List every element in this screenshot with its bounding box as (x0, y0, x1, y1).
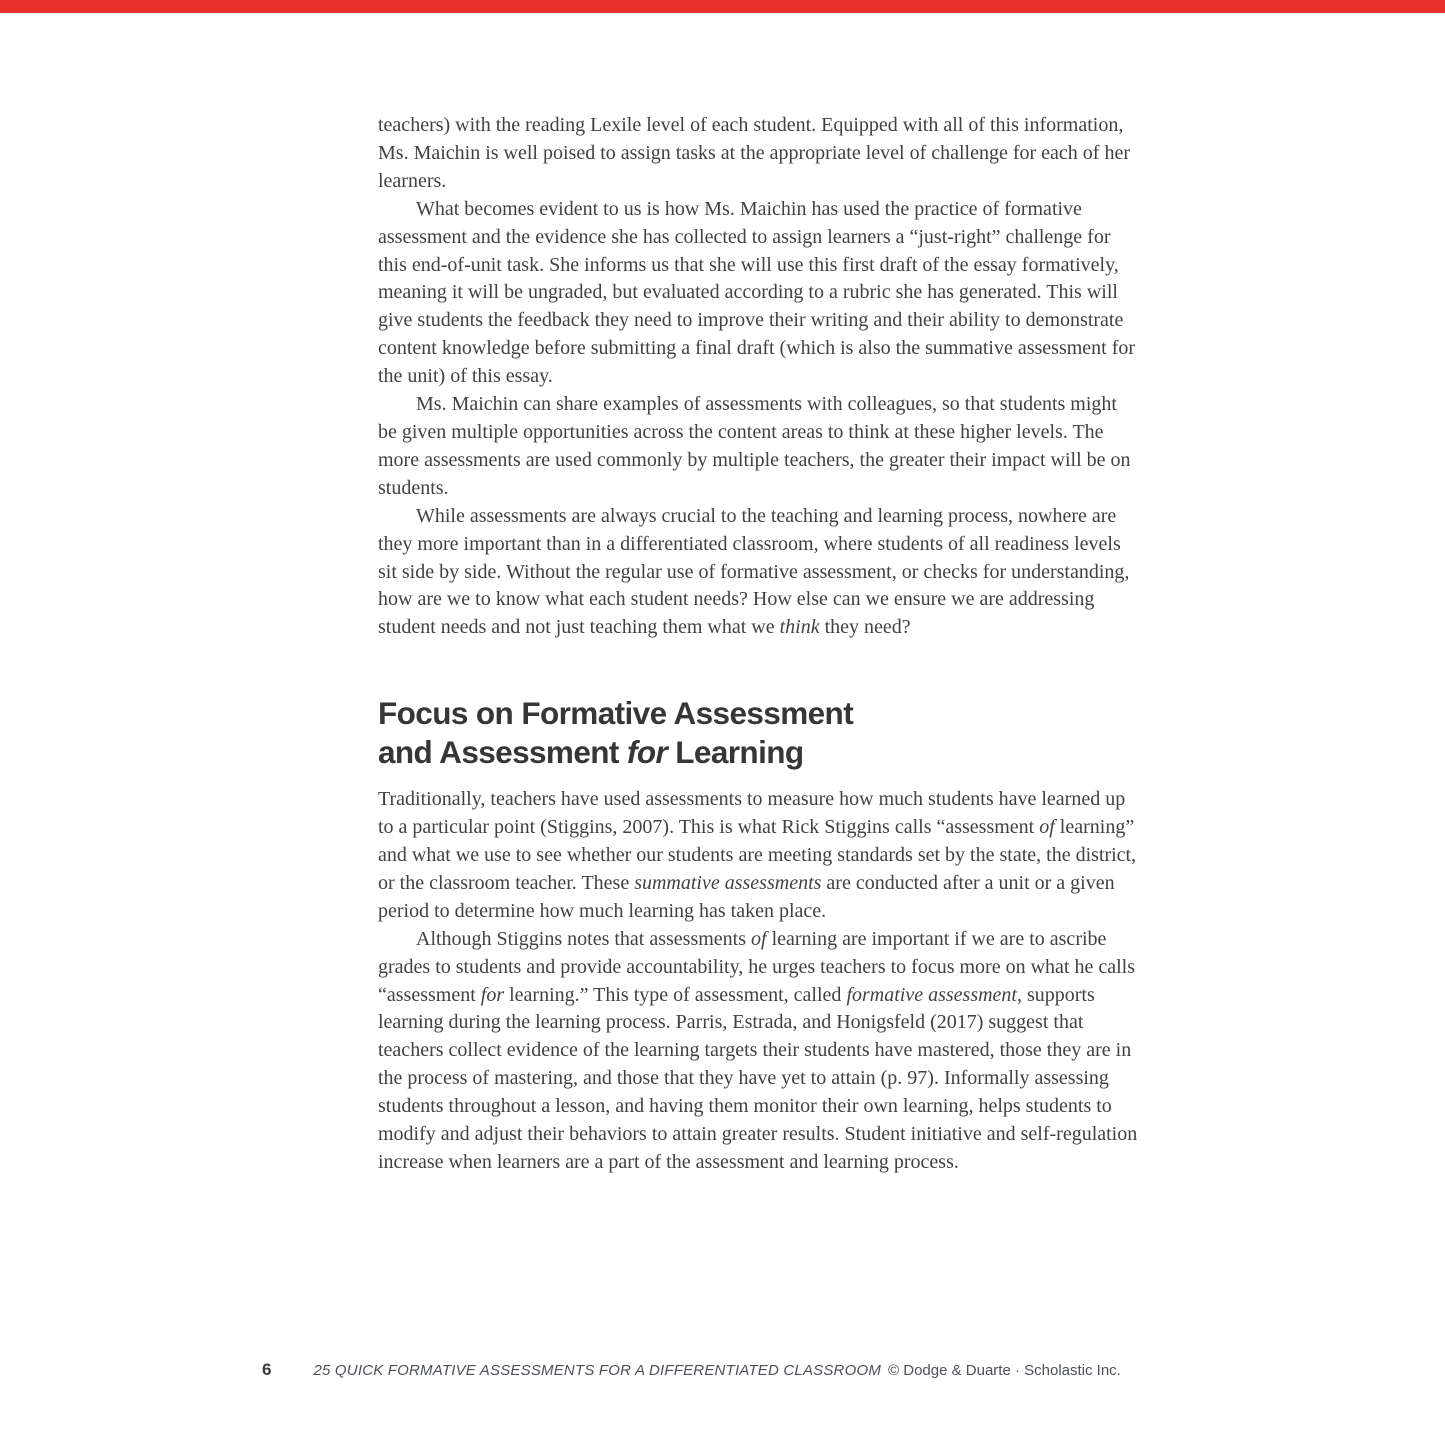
text-column (378, 112, 1140, 1177)
body-paragraph (378, 503, 1140, 643)
text-run: learning.” This type of assessment, called (504, 983, 847, 1006)
body-paragraph (378, 926, 1140, 1177)
italic-text-run: of (751, 927, 767, 950)
body-paragraphs-top (378, 112, 1140, 642)
italic-text-run: for (626, 734, 668, 771)
text-run: What becomes evident to us is how Ms. Maichin has used the practice of formative assessment and the evidence she has collected to assign learners a “just-right” challenge for this end-of-unit task. She informs us that she will use this first draft of the essay formatively, meaning it will be ungraded, but evaluated according to a rubric she has generated. This will give students the feedback they need to improve their writing and their ability to demonstrate content knowledge before submitting a final draft (which is also the summative assessment for the unit) of this essay. (378, 197, 1136, 388)
section-heading (378, 694, 1140, 772)
text-run: Traditionally, teachers have used assessments to measure how much students have learned up to a particular point (Stiggins, 2007). This is what Rick Stiggins calls “assessment (378, 788, 1126, 839)
body-paragraph (378, 786, 1140, 926)
text-run: Although Stiggins notes that assessments (416, 927, 751, 950)
page-footer (262, 1360, 1121, 1380)
italic-text-run: of (1039, 816, 1055, 839)
page-number: 6 (262, 1360, 272, 1379)
text-run: While assessments are always crucial to the teaching and learning process, nowhere are they more important than in a differentiated classroom, where students of all readiness levels sit side by side. Without the regular use of formative assessment, or checks for understanding, how are we to know what each student needs? How else can we ensure we are addressing student needs and not just teaching them what we (378, 504, 1130, 639)
text-run: Ms. Maichin can share examples of assessments with colleagues, so that students might be given multiple opportunities across the content areas to think at these higher levels. The more assessments are used commonly by multiple teachers, the greater their impact will be on students. (378, 393, 1131, 499)
text-run: learning are important if we are to ascribe grades to students and provide accountability, he urges teachers to focus more on what he calls “assessment (378, 927, 1135, 1006)
book-title: 25 QUICK FORMATIVE ASSESSMENTS FOR A DIFFERENTIATED CLASSROOM (313, 1362, 882, 1379)
copyright-text: © Dodge & Duarte · Scholastic Inc. (888, 1362, 1121, 1379)
section-heading-line-2 (378, 733, 1140, 772)
top-red-bar (0, 0, 1445, 13)
text-run: learning” and what we use to see whether our students are meeting standards set by the state, the district, or the classroom teacher. These (378, 816, 1137, 894)
body-paragraph (378, 196, 1140, 391)
text-run: are conducted after a unit or a given period to determine how much learning has taken place. (378, 871, 1115, 922)
italic-text-run: formative assessment (846, 983, 1017, 1006)
text-run: Focus on Formative Assessment (378, 695, 854, 732)
body-paragraph (378, 112, 1140, 196)
italic-text-run: for (480, 983, 505, 1006)
italic-text-run: think (779, 616, 820, 639)
text-run: Learning (667, 734, 804, 771)
body-paragraphs-bottom (378, 786, 1140, 1177)
italic-text-run: summative assessments (634, 871, 822, 894)
text-run: they need? (819, 616, 911, 639)
body-paragraph (378, 391, 1140, 503)
text-run: , supports learning during the learning process. Parris, Estrada, and Honigsfeld (2017) suggest that teachers collect evidence of the learning targets their students have mastered, those they are in the process of mastering, and those that they have yet to attain (p. 97). Informally assessing students throughout a lesson, and having them monitor their own learning, helps students to modify and adjust their behaviors to attain greater results. Student initiative and self-regulation increase when learners are a part of the assessment and learning process. (378, 983, 1138, 1173)
text-run: teachers) with the reading Lexile level of each student. Equipped with all of this information, Ms. Maichin is well poised to assign tasks at the appropriate level of challenge for each of her learners. (378, 114, 1130, 192)
text-run: and Assessment (378, 734, 627, 771)
section-heading-line-1 (378, 694, 1140, 733)
